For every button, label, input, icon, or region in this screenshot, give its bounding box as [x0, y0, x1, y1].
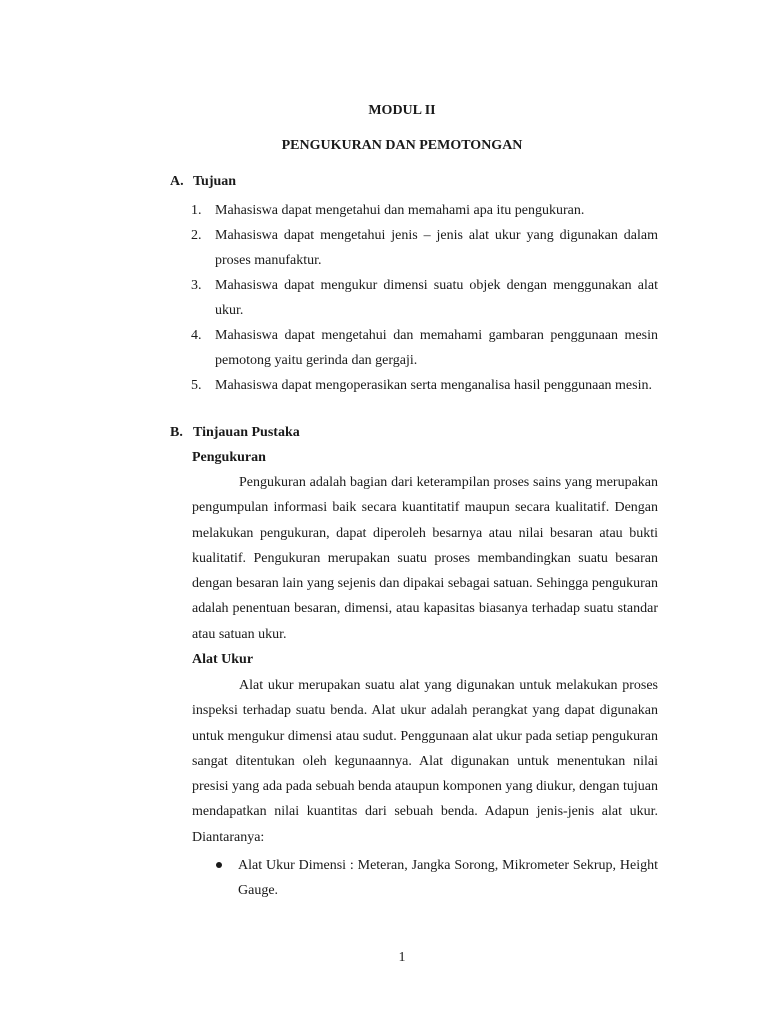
- list-item-number: 3.: [191, 278, 202, 293]
- list-item-text: Mahasiswa dapat mengoperasikan serta menganalisa hasil penggunaan mesin.: [215, 378, 652, 393]
- section-a-letter: A.: [170, 174, 184, 189]
- list-item-text: Mahasiswa dapat mengetahui dan memahami apa itu pengukuran.: [215, 203, 585, 218]
- bullet-item-text: Alat Ukur Dimensi : Meteran, Jangka Sorong, Mikrometer Sekrup, Height Gauge.: [238, 858, 658, 898]
- document-title: PENGUKURAN DAN PEMOTONGAN: [281, 138, 523, 153]
- bullet-dot-icon: [216, 862, 222, 868]
- list-item-number: 2.: [191, 228, 202, 243]
- alat-ukur-bullet-list: [192, 853, 658, 903]
- list-item: [191, 373, 658, 398]
- bullet-item: [192, 853, 658, 903]
- list-item-text: Mahasiswa dapat mengukur dimensi suatu objek dengan menggunakan alat ukur.: [215, 278, 658, 318]
- section-a-heading: [170, 174, 236, 190]
- section-a-title: Tujuan: [193, 174, 237, 189]
- list-item-number: 4.: [191, 328, 202, 343]
- objectives-list: [191, 198, 658, 398]
- module-label: MODUL II: [368, 103, 436, 118]
- list-item-text: Mahasiswa dapat mengetahui dan memahami gambaran penggunaan mesin pemotong yaitu gerinda dan gergaji.: [215, 328, 658, 368]
- alat-ukur-heading: Alat Ukur: [192, 652, 254, 667]
- list-item: [191, 273, 658, 323]
- list-item: [191, 323, 658, 373]
- pengukuran-heading: Pengukuran: [192, 450, 266, 465]
- list-item: [191, 223, 658, 273]
- list-item-text: Mahasiswa dapat mengetahui jenis – jenis alat ukur yang digunakan dalam proses manufaktur.: [215, 228, 658, 268]
- section-b-letter: B.: [170, 425, 183, 440]
- section-b-title: Tinjauan Pustaka: [193, 425, 300, 440]
- section-b-heading: [170, 425, 300, 441]
- list-item-number: 5.: [191, 378, 202, 393]
- pengukuran-paragraph: Pengukuran adalah bagian dari keterampilan proses sains yang merupakan pengumpulan informasi baik secara kuantitatif maupun secara kualitatif. Dengan melakukan pengukuran, dapat diperoleh besarnya atau nilai besaran atau bukti kualitatif. Pengukuran merupakan suatu proses membandingkan suatu besaran dengan besaran lain yang sejenis dan dipakai sebagai satuan. Sehingga pengukuran adalah penentuan besaran, dimensi, atau kapasitas biasanya terhadap suatu standar atau satuan ukur.: [192, 475, 658, 642]
- list-item: [191, 198, 658, 223]
- list-item-number: 1.: [191, 203, 202, 218]
- alat-ukur-paragraph: Alat ukur merupakan suatu alat yang digunakan untuk melakukan proses inspeksi terhadap suatu benda. Alat ukur adalah perangkat yang dapat digunakan untuk mengukur dimensi atau sudut. Penggunaan alat ukur pada setiap pengukuran sangat ditentukan oleh kegunaannya. Alat digunakan untuk menentukan nilai presisi yang ada pada sebuah benda ataupun komponen yang diukur, dengan tujuan mendapatkan nilai kuantitas dari sebuah benda. Adapun jenis-jenis alat ukur. Diantaranya:: [192, 678, 658, 845]
- page-number: 1: [398, 950, 406, 965]
